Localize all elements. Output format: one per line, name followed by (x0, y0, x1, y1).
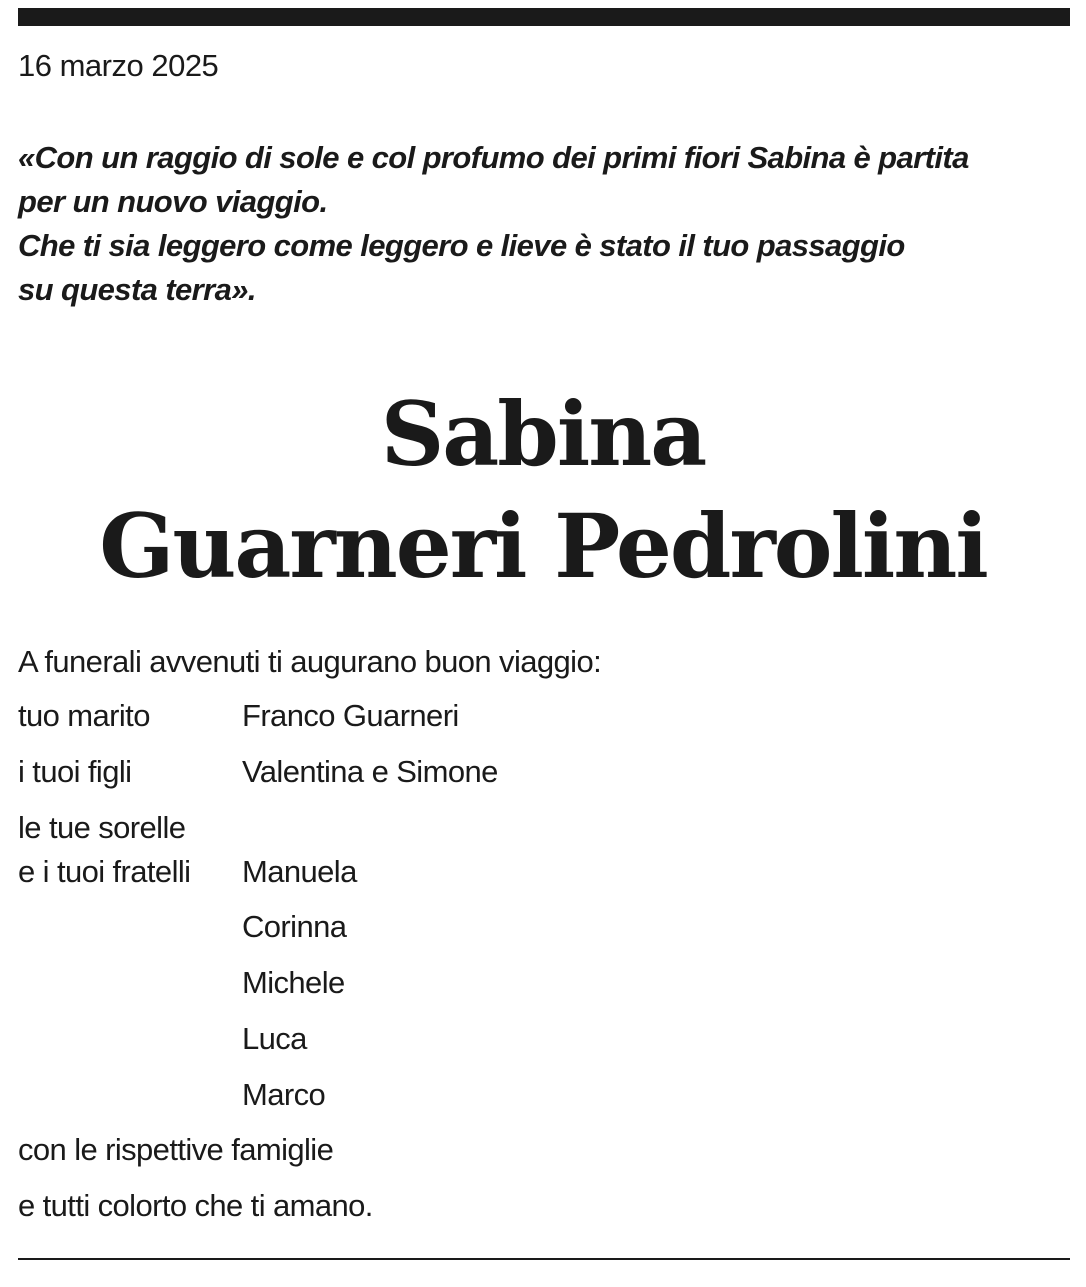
sibling-name: Manuela (242, 854, 357, 889)
deceased-first-name: Sabina (380, 382, 706, 486)
deceased-surname: Guarneri Pedrolini (99, 494, 987, 598)
siblings-label-1: le tue sorelle (18, 810, 186, 845)
closing-line: e tutti colorto che ti amano. (18, 1188, 373, 1223)
sibling-name: Luca (242, 1021, 307, 1056)
quote-line: Che ti sia leggero come leggero e lieve è stato il tuo passaggio (18, 228, 905, 263)
top-rule (18, 8, 1070, 26)
date: 16 marzo 2025 (18, 48, 219, 83)
children-label: i tuoi figli (18, 754, 132, 789)
quote-line: su questa terra». (18, 272, 256, 307)
announcement-intro: A funerali avvenuti ti augurano buon viaggio: (18, 644, 602, 679)
sibling-name: Marco (242, 1077, 326, 1112)
closing-line: con le rispettive famiglie (18, 1132, 334, 1167)
quote-line: «Con un raggio di sole e col profumo dei primi fiori Sabina è partita (18, 140, 969, 175)
husband-label: tuo marito (18, 698, 150, 733)
sibling-name: Michele (242, 965, 345, 1000)
siblings-label-2: e i tuoi fratelli (18, 854, 191, 889)
quote-line: per un nuovo viaggio. (18, 184, 328, 219)
husband-name: Franco Guarneri (242, 698, 459, 733)
children-names: Valentina e Simone (242, 754, 498, 789)
bottom-rule (18, 1258, 1070, 1260)
sibling-name: Corinna (242, 909, 347, 944)
quote (18, 136, 1078, 312)
